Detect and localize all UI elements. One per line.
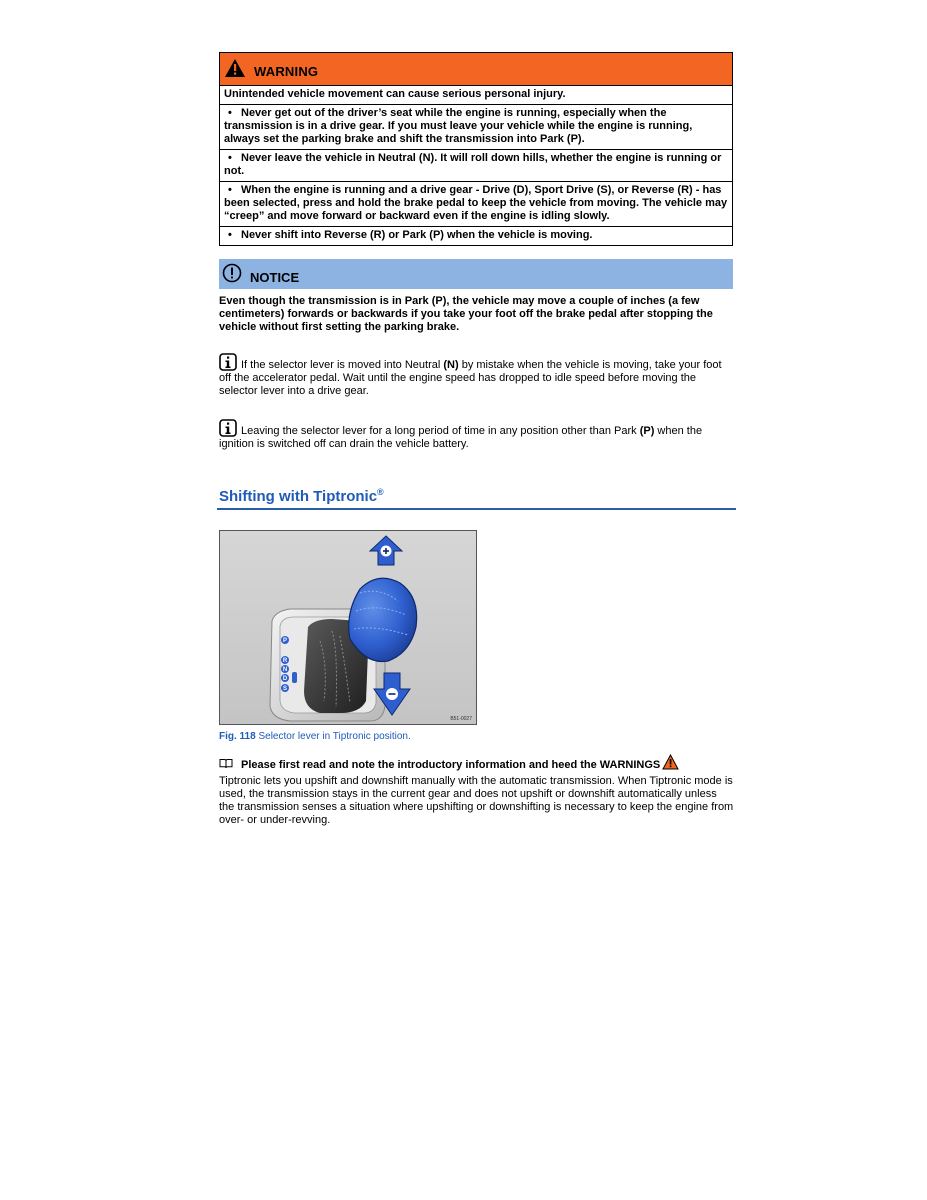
info-note [219, 353, 733, 398]
warning-item-text: Never shift into Reverse (R) or Park (P) when the vehicle is moving. [241, 229, 593, 241]
warning-item-text: Never leave the vehicle in Neutral (N). It will roll down hills, whether the engine is running or not. [224, 152, 722, 177]
figure-caption-text: Selector lever in Tiptronic position. [255, 731, 411, 742]
warning-item [220, 182, 732, 227]
info-icon [219, 419, 237, 437]
info-text: If the selector lever is moved into Neutral [241, 359, 444, 371]
selector-lever-illustration [220, 531, 476, 724]
warning-lead: Unintended vehicle movement can cause serious personal injury. [220, 86, 732, 105]
read-first-text: Please first read and note the introductory information and heed the WARNINGS [241, 759, 661, 771]
bullet: • [228, 152, 232, 164]
read-first-note [219, 754, 679, 771]
warning-item [220, 227, 732, 245]
notice-header [219, 259, 733, 289]
body-paragraph: Tiptronic lets you upshift and downshift manually with the automatic transmission. When Tiptronic mode is used, the transmission stays in the current gear and does not upshift or downshift automatically unless the transmission senses a situation where upshifting or downshifting is necessary to keep the engine from over- or under-revving. [219, 775, 734, 826]
bullet: • [228, 184, 232, 196]
figure-label: Fig. 118 [219, 731, 256, 742]
info-text: Leaving the selector lever for a long period of time in any position other than Park [241, 425, 640, 437]
book-icon [219, 758, 233, 769]
section-divider [217, 508, 736, 510]
figure-caption [219, 731, 411, 742]
gate-letter-s: S [282, 686, 288, 692]
warning-item-text: Never get out of the driver’s seat while the engine is running, especially when the transmission is in a drive gear. If you must leave your vehicle while the engine is running, always set the parking brake and shift the transmission into Park (P). [224, 107, 693, 145]
figure-selector-lever [219, 530, 477, 725]
info-bold: (N) [443, 359, 459, 371]
info-text: by mistake when the vehicle is moving, take your foot off the accelerator pedal. Wait until the engine speed has dropped to idle speed before moving the selector lever into a drive gear. [219, 359, 722, 397]
warning-title: WARNING [254, 64, 319, 79]
warning-box [219, 52, 733, 246]
figure-code: B51-0027 [450, 716, 472, 722]
section-title-text: Shifting with Tiptronic [219, 488, 378, 505]
bullet: • [228, 229, 232, 241]
info-text: when the ignition is switched off can drain the vehicle battery. [219, 425, 703, 450]
info-bold: (P) [639, 425, 655, 437]
notice-title: NOTICE [250, 270, 300, 285]
warning-header [220, 53, 732, 86]
gate-letter-p: P [282, 638, 288, 644]
section-title [219, 487, 384, 505]
exclamation-circle-icon [222, 263, 242, 283]
warning-triangle-icon [224, 58, 246, 78]
warning-item-text: When the engine is running and a drive gear - Drive (D), Sport Drive (S), or Reverse (R) - has been selected, press and hold the brake pedal to keep the vehicle from moving. The vehicle may “creep” and move forward or backward even if the engine is idling slowly. [224, 184, 728, 222]
warning-item [220, 150, 732, 182]
gate-letter-n: N [282, 667, 288, 673]
info-icon [219, 353, 237, 371]
info-note [219, 419, 733, 451]
gate-letter-r: R [282, 658, 288, 664]
warning-triangle-icon [662, 754, 679, 770]
registered-mark: ® [377, 487, 384, 497]
notice-text: Even though the transmission is in Park (P), the vehicle may move a couple of inches (a few centimeters) forwards or backwards if you take your foot off the brake pedal after stopping the vehicle without first setting the parking brake. [219, 295, 713, 333]
gate-letter-d: D [282, 676, 288, 682]
bullet: • [228, 107, 232, 119]
warning-item [220, 105, 732, 150]
